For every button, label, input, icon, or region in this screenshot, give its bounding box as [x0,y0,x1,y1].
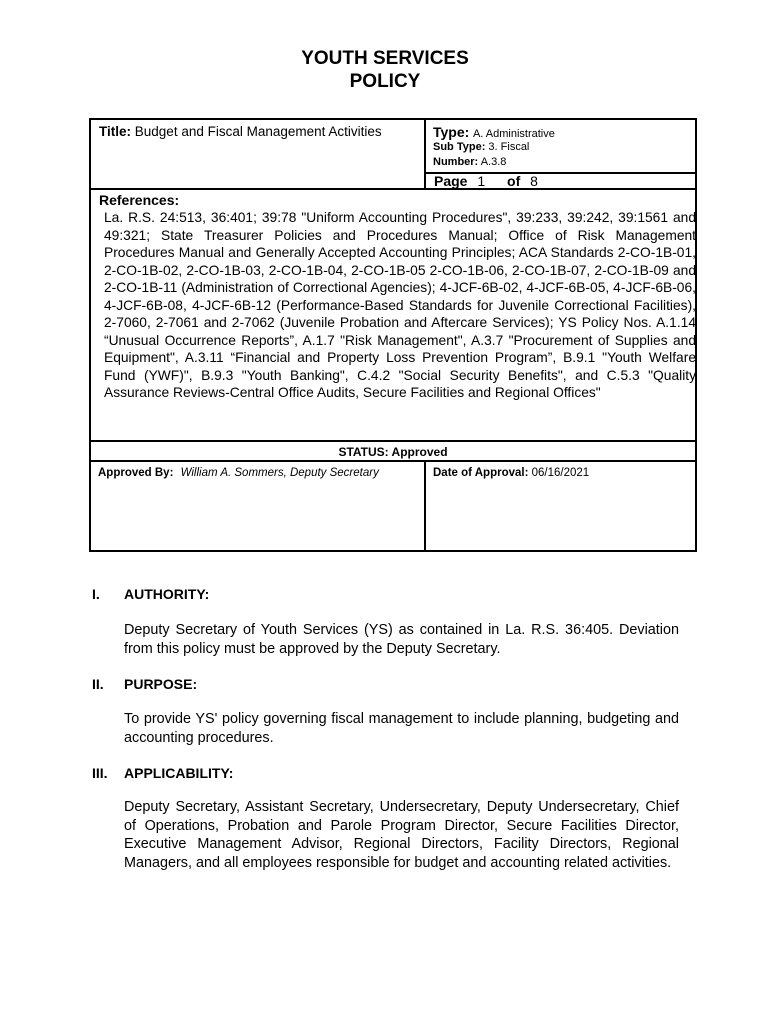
page-value: 1 [477,173,486,189]
number-value: A.3.8 [480,156,507,168]
page-label: Page [434,173,468,189]
approved-by-cell [98,465,379,481]
section-number: I. [92,586,100,602]
page-cell [434,173,538,189]
subtype-cell [433,140,529,154]
approval-date-cell [433,465,589,481]
references-text: La. R.S. 24:513, 36:401; 39:78 "Uniform Accounting Procedures", 39:233, 39:242, 39:1561 and 49:321; State Treasurer Policies and Procedures Manual; Office of Risk Management Procedures Manual and Generally Accepted Accounting Principles; ACA Standards 2-CO-1B-01, 2-CO-1B-02, 2-CO-1B-03, 2-CO-1B-04, 2-CO-1B-05 2-CO-1B-06, 2-CO-1B-07, 2-CO-1B-09 and 2-CO-1B-11 (Administration of Correctional Agencies); 4-JCF-6B-02, 4-JCF-6B-05, 4-JCF-6B-06, 4-JCF-6B-08, 4-JCF-6B-12 (Performance-Based Standards for Juvenile Correctional Facilities), 2-7060, 2-7061 and 2-7062 (Juvenile Probation and Aftercare Services); YS Policy Nos. A.1.14 “Unusual Occurrence Reports”, A.1.7 "Risk Management", A.3.7 "Procurement of Supplies and Equipment", A.3.11 “Financial and Property Loss Prevention Program”, B.9.1 "Youth Welfare Fund (YWF)", B.9.3 "Youth Banking", C.4.2 "Social Security Benefits", and C.5.3 "Quality Assurance Reviews-Central Office Audits, Secure Facilities and Regional Offices" [104,210,696,400]
type-label: Type: [433,124,470,140]
page-total: 8 [530,173,538,189]
section-heading-applicability: APPLICABILITY: [124,765,234,781]
of-label: of [507,173,521,189]
approval-date-value: 06/16/2021 [531,467,590,479]
approved-by-value: William A. Sommers, Deputy Secretary [180,467,379,479]
approval-date-label: Date of Approval: [433,467,529,479]
divider [424,460,426,552]
status-badge: STATUS: Approved [338,445,448,459]
section-number: II. [92,676,104,692]
type-cell [433,124,555,141]
section-body-authority: Deputy Secretary of Youth Services (YS) as contained in La. R.S. 36:405. Deviation from this policy must be approved by the Deputy Secretary. [124,622,679,657]
document-title [0,47,770,93]
section-body-purpose: To provide YS' policy governing fiscal management to include planning, budgeting and accounting procedures. [124,711,679,746]
section-number: III. [92,765,108,781]
title-value: Budget and Fiscal Management Activities [134,124,382,139]
title-label: Title: [99,124,132,139]
subtype-label: Sub Type: [433,141,486,153]
type-value: A. Administrative [472,128,555,140]
title-cell [99,124,382,140]
approved-by-label: Approved By: [98,467,174,479]
divider [424,120,426,172]
references-label: References: [99,192,180,208]
policy-header-table [89,118,697,552]
number-label: Number: [433,156,479,168]
section-body-applicability: Deputy Secretary, Assistant Secretary, Undersecretary, Deputy Undersecretary, Chief of Operations, Probation and Parole Program Director, Secure Facilities Director, Executive Management Advisor, Regional Directors, Facility Directors, Regional Managers, and all employees responsible for budget and accounting related activities. [124,799,679,871]
section-heading-authority: AUTHORITY: [124,586,210,602]
number-cell [433,155,506,169]
divider [91,440,697,442]
divider [91,460,697,462]
section-heading-purpose: PURPOSE: [124,676,198,692]
title-line-2: POLICY [349,71,421,92]
title-line-1: YOUTH SERVICES [301,48,469,69]
subtype-value: 3. Fiscal [488,141,530,153]
divider [91,188,697,190]
